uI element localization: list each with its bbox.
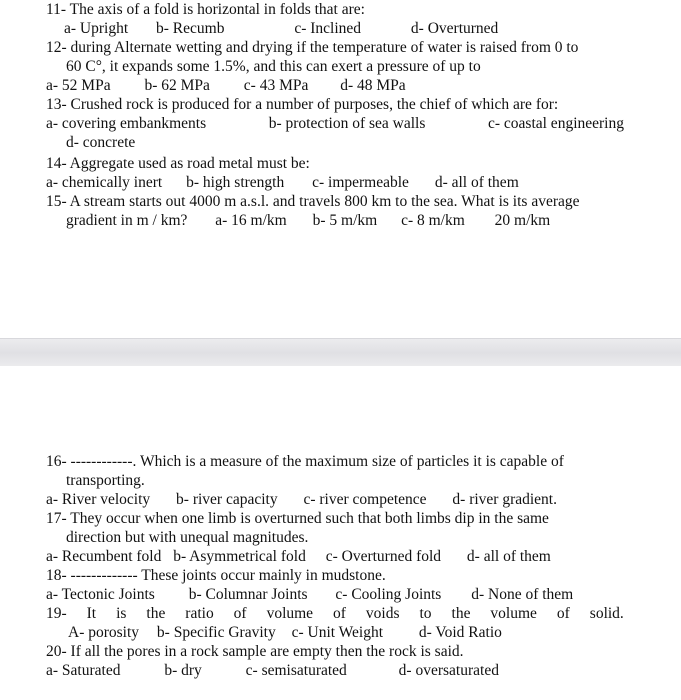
stem-word: volume [266,605,314,622]
option: a- Upright [64,20,129,37]
option: b- river capacity [176,491,278,508]
option: a- River velocity [46,491,151,508]
question-14-stem: 14- Aggregate used as road metal must be: [46,155,310,172]
option: b- 5 m/km [312,212,378,229]
option: c- coastal engineering [487,115,624,132]
option: a- 16 m/km [215,212,287,229]
question-17-stem-line-1: 17- They occur when one limb is overturned such that both limbs dip in the same [46,510,549,527]
question-18-stem: 18- ------------- These joints occur mainly in mudstone. [46,567,386,584]
option: a- covering embankments [46,115,207,132]
question-13-option-d: d- concrete [66,134,136,151]
question-15-stem-line-2: gradient in m / km? [66,212,188,229]
option: b- Asymmetrical fold [173,548,306,565]
option: c- Cooling Joints [335,586,442,603]
stem-word: to [419,605,432,622]
option: a- chemically inert [46,174,163,191]
option: d- oversaturated [398,662,499,679]
question-19-options [68,624,502,642]
option: c- 43 MPa [243,77,309,94]
question-11-options [64,20,498,38]
option: a- Saturated [46,662,121,679]
question-20-stem: 20- If all the pores in a rock sample are empty then the rock is said. [46,643,464,660]
stem-word: solid. [589,605,624,622]
option: d- Void Ratio [418,624,502,641]
stem-word: of [556,605,570,622]
question-13-options [46,115,624,133]
stem-word: voids [365,605,400,622]
option: d- all of them [466,548,551,565]
option: b- dry [164,662,202,679]
option: c- impermeable [312,174,409,191]
question-16-stem-line-1: 16- ------------. Which is a measure of the maximum size of particles it is capable of [46,453,564,470]
question-12-stem-line-1: 12- during Alternate wetting and drying if the temperature of water is raised from 0 to [46,39,579,56]
option: b- Columnar Joints [188,586,308,603]
option: d- all of them [434,174,519,191]
stem-word: ratio [185,605,214,622]
question-16-options [46,491,557,509]
option: 20 m/km [494,212,551,229]
question-19-stem [46,605,624,623]
option: c- Overturned fold [325,548,442,565]
question-20-options [46,662,499,680]
question-16-stem-line-2: transporting. [66,472,145,489]
page-1 [0,0,681,338]
option: b- Specific Gravity [156,624,276,641]
option: A- porosity [68,624,140,641]
stem-word: the [451,605,471,622]
option: d- Overturned [410,20,499,37]
stem-word: of [333,605,346,622]
option: c- Unit Weight [291,624,384,641]
page-2 [0,366,681,700]
option: a- Recumbent fold [46,548,162,565]
question-17-stem-line-2: direction but with unequal magnitudes. [66,529,309,546]
question-12-stem-line-2: 60 C°, it expands some 1.5%, and this can exert a pressure of up to [66,58,481,75]
option: d- river gradient. [452,491,557,508]
option: d- 48 MPa [340,77,406,94]
option: c- Inclined [294,20,362,37]
stem-word: 19- [46,605,67,622]
option: c- 8 m/km [401,212,465,229]
question-14-options [46,174,519,192]
stem-word: It [86,605,97,622]
option: a- Tectonic Joints [46,586,155,603]
question-15-stem-line-1: 15- A stream starts out 4000 m a.s.l. and travels 800 km to the sea. What is its average [46,193,580,210]
stem-word: of [233,605,247,622]
option: c- semisaturated [245,662,347,679]
question-17-options [46,548,551,566]
option: b- protection of sea walls [268,115,426,132]
option: b- 62 MPa [144,77,210,94]
option: a- 52 MPa [46,77,111,94]
option: d- None of them [471,586,574,603]
question-11-stem: 11- The axis of a fold is horizontal in folds that are: [46,1,365,18]
question-12-options [46,77,406,95]
option: c- river competence [303,491,427,508]
option: b- Recumb [156,20,225,37]
question-15-stem-line-2-and-options [66,212,550,230]
question-18-options [46,586,573,604]
stem-word: the [146,605,166,622]
question-13-stem: 13- Crushed rock is produced for a number of purposes, the chief of which are for: [46,96,559,113]
page-gap [0,338,681,368]
option: b- high strength [186,174,285,191]
stem-word: volume [490,605,537,622]
stem-word: is [116,605,127,622]
